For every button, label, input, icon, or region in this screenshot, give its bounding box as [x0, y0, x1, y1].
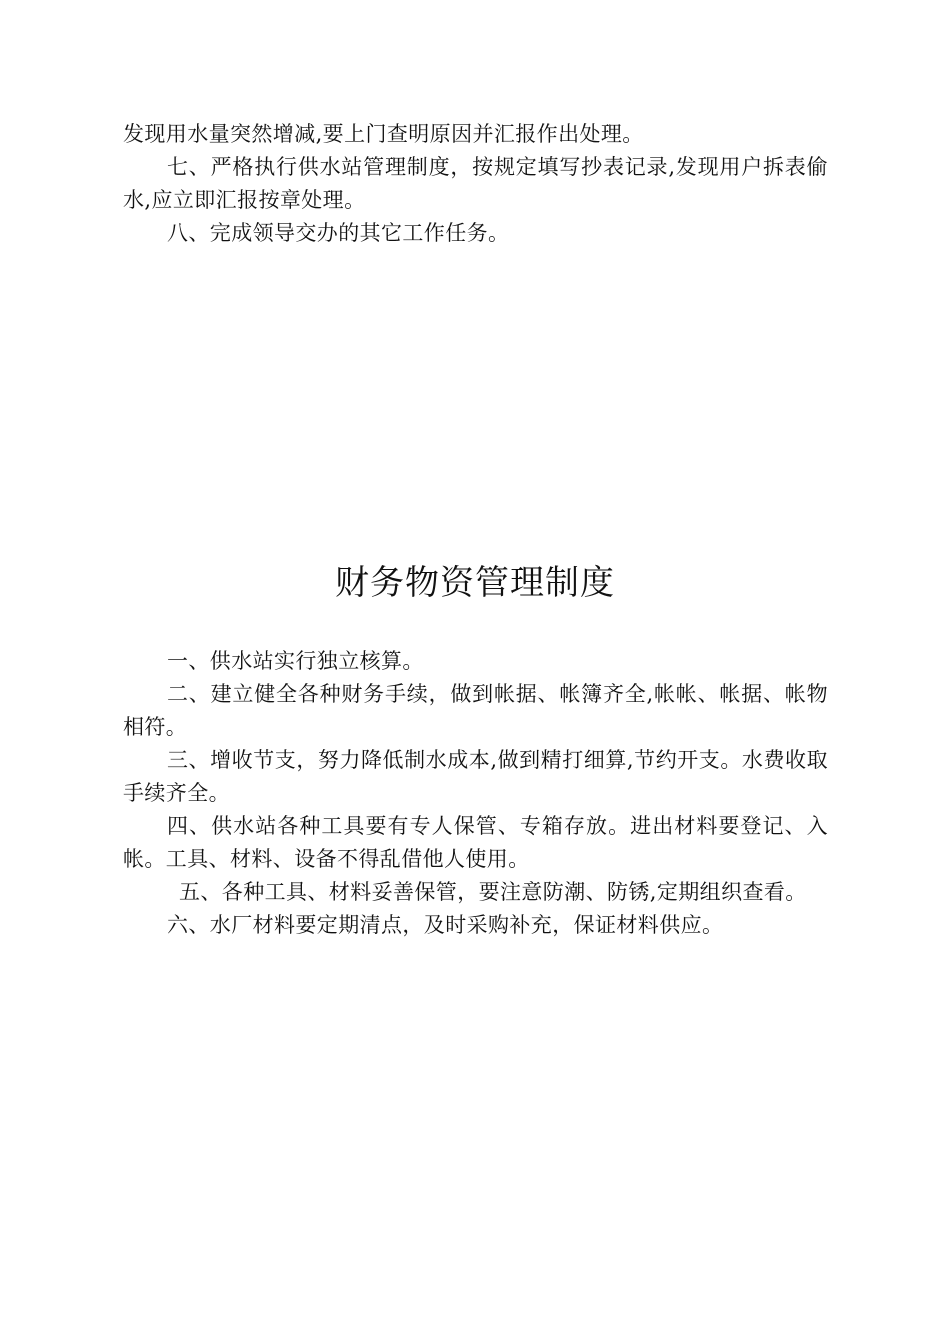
finance-item-1: 一、供水站实行独立核算。	[167, 649, 424, 673]
finance-item-6: 六、水厂材料要定期清点，及时采购补充，保证材料供应。	[167, 913, 724, 937]
rule-item-8: 八、完成领导交办的其它工作任务。	[167, 221, 510, 245]
finance-item-2: 二、建立健全各种财务手续，做到帐据、帐簿齐全,帐帐、帐据、帐物相符。	[123, 682, 828, 739]
section-title: 财务物资管理制度	[335, 563, 615, 603]
rule-item-7: 七、严格执行供水站管理制度，按规定填写抄表记录,发现用户拆表偷水,应立即汇报按章处理。	[123, 155, 828, 212]
finance-item-5: 五、各种工具、材料妥善保管，要注意防潮、防锈,定期组织查看。	[179, 880, 807, 904]
finance-rules-list	[123, 645, 828, 942]
paragraph-continuation: 发现用水量突然增减,要上门查明原因并汇报作出处理。	[123, 122, 644, 146]
water-station-rules-continuation	[123, 118, 828, 250]
finance-item-4: 四、供水站各种工具要有专人保管、专箱存放。进出材料要登记、入帐。工具、材料、设备不得乱借他人使用。	[123, 814, 828, 871]
finance-item-3: 三、增收节支，努力降低制水成本,做到精打细算,节约开支。水费收取手续齐全。	[123, 748, 828, 805]
